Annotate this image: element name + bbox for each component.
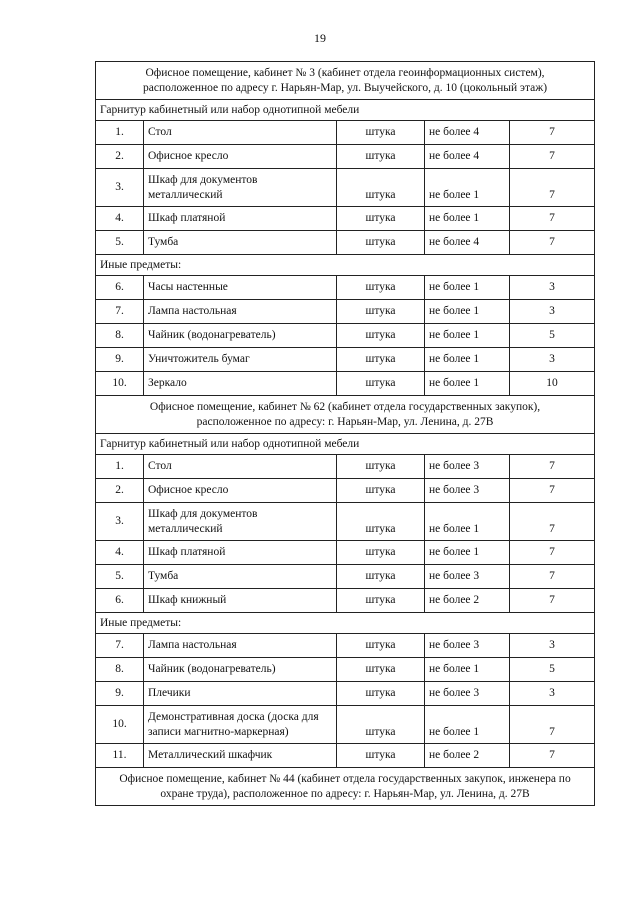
- table-row: [96, 589, 595, 613]
- group-header-row: [96, 100, 595, 121]
- table-row: [96, 541, 595, 565]
- unit-of-measure: штука: [337, 372, 425, 396]
- service-life: 5: [510, 324, 595, 348]
- quantity-limit: не более 1: [425, 300, 510, 324]
- unit-of-measure: штука: [337, 682, 425, 706]
- table-row: [96, 121, 595, 145]
- section-title-line1: Офисное помещение, кабинет № 3 (кабинет отдела геоинформационных систем),: [145, 66, 545, 79]
- table-row: [96, 658, 595, 682]
- section-title: [96, 396, 595, 434]
- item-name-line2: записи магнитно-маркерная): [148, 725, 289, 738]
- item-name-line1: Шкаф книжный: [148, 594, 227, 606]
- item-name: [144, 276, 337, 300]
- service-life: 7: [510, 744, 595, 768]
- quantity-limit: не более 2: [425, 589, 510, 613]
- table-row: [96, 565, 595, 589]
- group-label: Гарнитур кабинетный или набор однотипной мебели: [96, 434, 595, 455]
- item-name-line1: Лампа настольная: [148, 639, 237, 651]
- row-number: 3.: [96, 503, 144, 541]
- quantity-limit: не более 2: [425, 744, 510, 768]
- item-name: [144, 231, 337, 255]
- item-name: [144, 372, 337, 396]
- row-number: 7.: [96, 300, 144, 324]
- item-name-line1: Шкаф для документов: [148, 507, 258, 520]
- section-header-row: [96, 768, 595, 806]
- item-name: [144, 565, 337, 589]
- group-label: Иные предметы:: [96, 255, 595, 276]
- table-row: [96, 455, 595, 479]
- table-row: [96, 634, 595, 658]
- group-label: Гарнитур кабинетный или набор однотипной мебели: [96, 100, 595, 121]
- service-life: 7: [510, 121, 595, 145]
- item-name: [144, 169, 337, 207]
- row-number: 5.: [96, 565, 144, 589]
- service-life: 3: [510, 348, 595, 372]
- item-name-line1: Шкаф платяной: [148, 212, 226, 224]
- item-name-line1: Часы настенные: [148, 281, 228, 293]
- row-number: 4.: [96, 541, 144, 565]
- item-name-line1: Стол: [148, 460, 172, 472]
- table-row: [96, 503, 595, 541]
- service-life: 7: [510, 565, 595, 589]
- item-name-line1: Плечики: [148, 687, 191, 699]
- unit-of-measure: штука: [337, 744, 425, 768]
- table-row: [96, 682, 595, 706]
- service-life: 7: [510, 455, 595, 479]
- unit-of-measure: штука: [337, 324, 425, 348]
- item-name-line1: Стол: [148, 126, 172, 138]
- group-header-row: [96, 434, 595, 455]
- row-number: 10.: [96, 372, 144, 396]
- quantity-limit: не более 1: [425, 324, 510, 348]
- row-number: 7.: [96, 634, 144, 658]
- row-number: 8.: [96, 324, 144, 348]
- section-header-row: [96, 62, 595, 100]
- row-number: 3.: [96, 169, 144, 207]
- table-row: [96, 706, 595, 744]
- quantity-limit: не более 1: [425, 372, 510, 396]
- service-life: 5: [510, 658, 595, 682]
- quantity-limit: не более 4: [425, 231, 510, 255]
- unit-of-measure: штука: [337, 169, 425, 207]
- group-header-row: [96, 613, 595, 634]
- unit-of-measure: штука: [337, 455, 425, 479]
- unit-of-measure: штука: [337, 706, 425, 744]
- item-name: [144, 121, 337, 145]
- quantity-limit: не более 3: [425, 565, 510, 589]
- table-row: [96, 300, 595, 324]
- row-number: 4.: [96, 207, 144, 231]
- row-number: 5.: [96, 231, 144, 255]
- quantity-limit: не более 3: [425, 682, 510, 706]
- row-number: 9.: [96, 348, 144, 372]
- unit-of-measure: штука: [337, 231, 425, 255]
- unit-of-measure: штука: [337, 479, 425, 503]
- unit-of-measure: штука: [337, 145, 425, 169]
- service-life: 7: [510, 145, 595, 169]
- unit-of-measure: штука: [337, 589, 425, 613]
- quantity-limit: не более 1: [425, 207, 510, 231]
- service-life: 7: [510, 207, 595, 231]
- service-life: 3: [510, 300, 595, 324]
- service-life: 7: [510, 503, 595, 541]
- item-name-line1: Демонстративная доска (доска для: [148, 710, 319, 723]
- service-life: 10: [510, 372, 595, 396]
- item-name-line1: Чайник (водонагреватель): [148, 329, 276, 341]
- item-name-line1: Офисное кресло: [148, 484, 229, 496]
- item-name-line1: Лампа настольная: [148, 305, 237, 317]
- section-title-line2: расположенное по адресу: г. Нарьян-Мар, ул. Ленина, д. 27В: [196, 415, 494, 428]
- row-number: 1.: [96, 121, 144, 145]
- item-name: [144, 744, 337, 768]
- item-name: [144, 634, 337, 658]
- quantity-limit: не более 1: [425, 706, 510, 744]
- unit-of-measure: штука: [337, 503, 425, 541]
- unit-of-measure: штука: [337, 658, 425, 682]
- page-number: 19: [314, 31, 326, 45]
- unit-of-measure: штука: [337, 276, 425, 300]
- row-number: 6.: [96, 276, 144, 300]
- section-title: [96, 62, 595, 100]
- quantity-limit: не более 4: [425, 121, 510, 145]
- furniture-norms-table: [95, 61, 595, 806]
- table-row: [96, 479, 595, 503]
- row-number: 10.: [96, 706, 144, 744]
- item-name: [144, 541, 337, 565]
- service-life: 7: [510, 479, 595, 503]
- row-number: 2.: [96, 145, 144, 169]
- item-name-line1: Шкаф платяной: [148, 546, 226, 558]
- item-name: [144, 207, 337, 231]
- item-name: [144, 455, 337, 479]
- service-life: 3: [510, 682, 595, 706]
- item-name-line2: металлический: [148, 188, 223, 201]
- group-label: Иные предметы:: [96, 613, 595, 634]
- quantity-limit: не более 3: [425, 455, 510, 479]
- item-name-line2: металлический: [148, 522, 223, 535]
- item-name-line1: Шкаф для документов: [148, 173, 258, 186]
- table-row: [96, 324, 595, 348]
- quantity-limit: не более 1: [425, 658, 510, 682]
- item-name: [144, 706, 337, 744]
- quantity-limit: не более 1: [425, 541, 510, 565]
- table-row: [96, 744, 595, 768]
- quantity-limit: не более 1: [425, 169, 510, 207]
- section-title-line1: Офисное помещение, кабинет № 44 (кабинет отдела государственных закупок, инженера по: [119, 772, 571, 785]
- unit-of-measure: штука: [337, 565, 425, 589]
- unit-of-measure: штука: [337, 121, 425, 145]
- item-name: [144, 589, 337, 613]
- item-name: [144, 300, 337, 324]
- unit-of-measure: штука: [337, 300, 425, 324]
- quantity-limit: не более 1: [425, 503, 510, 541]
- table-row: [96, 145, 595, 169]
- quantity-limit: не более 1: [425, 348, 510, 372]
- item-name-line1: Тумба: [148, 236, 179, 248]
- item-name: [144, 658, 337, 682]
- row-number: 6.: [96, 589, 144, 613]
- quantity-limit: не более 3: [425, 634, 510, 658]
- item-name-line1: Уничтожитель бумаг: [148, 353, 250, 365]
- unit-of-measure: штука: [337, 541, 425, 565]
- service-life: 7: [510, 231, 595, 255]
- item-name-line1: Офисное кресло: [148, 150, 229, 162]
- service-life: 3: [510, 634, 595, 658]
- table-row: [96, 372, 595, 396]
- quantity-limit: не более 4: [425, 145, 510, 169]
- item-name-line1: Тумба: [148, 570, 179, 582]
- row-number: 1.: [96, 455, 144, 479]
- group-header-row: [96, 255, 595, 276]
- service-life: 7: [510, 706, 595, 744]
- unit-of-measure: штука: [337, 348, 425, 372]
- item-name: [144, 348, 337, 372]
- table-row: [96, 169, 595, 207]
- service-life: 7: [510, 589, 595, 613]
- item-name-line1: Металлический шкафчик: [148, 749, 273, 761]
- table-row: [96, 207, 595, 231]
- service-life: 3: [510, 276, 595, 300]
- unit-of-measure: штука: [337, 634, 425, 658]
- row-number: 8.: [96, 658, 144, 682]
- section-title: [96, 768, 595, 806]
- table-row: [96, 348, 595, 372]
- item-name-line1: Зеркало: [148, 377, 187, 389]
- section-title-line1: Офисное помещение, кабинет № 62 (кабинет отдела государственных закупок),: [149, 400, 541, 413]
- quantity-limit: не более 3: [425, 479, 510, 503]
- row-number: 2.: [96, 479, 144, 503]
- table-row: [96, 231, 595, 255]
- section-header-row: [96, 396, 595, 434]
- section-title-line2: расположенное по адресу г. Нарьян-Мар, ул. Выучейского, д. 10 (цокольный этаж): [143, 81, 548, 94]
- item-name: [144, 324, 337, 348]
- row-number: 9.: [96, 682, 144, 706]
- service-life: 7: [510, 169, 595, 207]
- item-name: [144, 682, 337, 706]
- section-title-line2: охране труда), расположенное по адресу: г. Нарьян-Мар, ул. Ленина, д. 27В: [160, 787, 530, 800]
- service-life: 7: [510, 541, 595, 565]
- item-name: [144, 145, 337, 169]
- item-name: [144, 479, 337, 503]
- quantity-limit: не более 1: [425, 276, 510, 300]
- item-name: [144, 503, 337, 541]
- table-row: [96, 276, 595, 300]
- row-number: 11.: [96, 744, 144, 768]
- item-name-line1: Чайник (водонагреватель): [148, 663, 276, 675]
- unit-of-measure: штука: [337, 207, 425, 231]
